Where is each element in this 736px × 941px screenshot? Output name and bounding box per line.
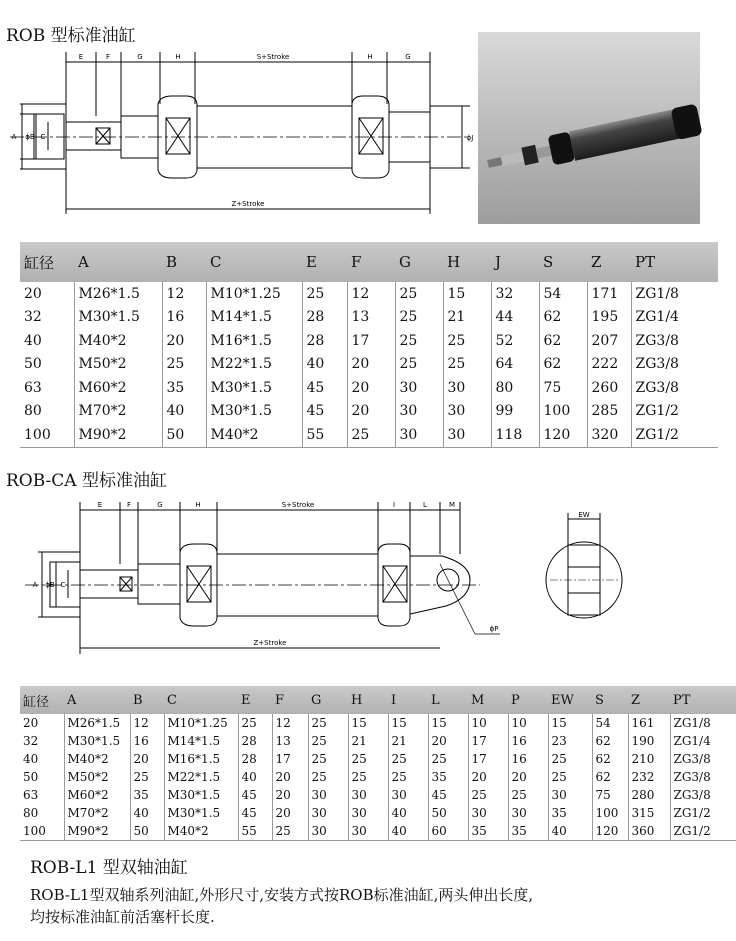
table-cell: 28 [302,306,347,330]
table-cell: 28 [238,732,272,750]
dim2-l-label: L [423,501,427,509]
table-header-cell: 缸径 [20,686,64,714]
table-cell: 171 [587,282,631,306]
table-header-cell: Z [628,686,670,714]
table-cell: 80 [491,376,539,400]
table-cell: 20 [428,732,468,750]
table-cell: 40 [162,400,206,424]
table-cell: 25 [308,750,348,768]
table-cell: 25 [395,329,443,353]
table-row [20,306,718,330]
table-header-cell: G [395,242,443,282]
table-cell: 45 [428,786,468,804]
table-cell: 62 [592,750,628,768]
table-cell: 30 [348,786,388,804]
table-cell: 60 [428,822,468,841]
table-cell: 54 [539,282,587,306]
table-cell: 45 [238,786,272,804]
table-row [20,400,718,424]
table-cell: 55 [302,423,347,447]
table-cell: 62 [539,353,587,377]
dim2-ew-label: EW [578,511,590,519]
table-header-cell: P [508,686,548,714]
table-cell: 260 [587,376,631,400]
table-row [20,282,718,306]
table-cell: M10*1.25 [164,714,238,732]
table-cell: 15 [548,714,592,732]
table-header-cell: A [74,242,162,282]
table-cell: M16*1.5 [164,750,238,768]
table-cell: 30 [308,786,348,804]
table-cell: 30 [443,400,491,424]
table-cell: M30*1.5 [206,400,302,424]
table-cell: 280 [628,786,670,804]
table-header-cell: G [308,686,348,714]
table-cell: M14*1.5 [206,306,302,330]
table-cell: 50 [24,356,42,373]
table-header-cell: 缸径 [20,242,74,282]
table-cell: 25 [238,714,272,732]
table-header-cell: H [348,686,388,714]
table-cell: M90*2 [74,423,162,447]
table-cell: 161 [628,714,670,732]
dim-b-label: ϕB [25,133,35,141]
table-cell: 35 [508,822,548,841]
table-row [20,768,736,786]
table-cell: 25 [308,768,348,786]
table-cell: 16 [508,750,548,768]
table-cell: ZG3/8 [670,786,736,804]
table-cell: 32 [23,734,39,748]
table-cell: 50 [23,770,39,784]
table-cell: 21 [348,732,388,750]
dim2-p-label: ϕP [489,625,499,633]
table-cell: ZG3/8 [631,353,718,377]
table-cell: 100 [592,804,628,822]
table-cell: 20 [347,353,395,377]
table-row [20,423,718,447]
table-cell: ZG3/8 [670,750,736,768]
table-row [20,732,736,750]
table-cell: 50 [428,804,468,822]
table-cell: M50*2 [74,353,162,377]
dim-g-label: G [137,53,143,61]
dim2-stroke-label: S+Stroke [281,501,315,509]
table-cell: 25 [548,768,592,786]
rob-ca-spec-table [20,686,736,841]
table-cell: ZG3/8 [670,768,736,786]
dim-stroke-label: S+Stroke [256,53,290,61]
table-cell: 40 [548,822,592,841]
dim2-f-label: F [126,501,132,509]
table-cell: 17 [468,750,508,768]
table-cell: 62 [592,732,628,750]
table-header-cell: H [443,242,491,282]
table-cell: 25 [130,768,164,786]
table-cell: 30 [395,423,443,447]
dim-f-label: F [105,53,111,61]
table-cell: 13 [347,306,395,330]
table-header-cell: J [491,242,539,282]
table-header-cell: E [238,686,272,714]
table-cell: 99 [491,400,539,424]
table-cell: 30 [443,423,491,447]
table-cell: 25 [508,786,548,804]
table-cell: M26*1.5 [74,282,162,306]
table-cell: 25 [468,786,508,804]
dim2-g-label: G [157,501,163,509]
table-cell: M30*1.5 [74,306,162,330]
table-cell: M30*1.5 [64,732,130,750]
table-cell: 16 [162,306,206,330]
table-header-cell: A [64,686,130,714]
dim2-b-label: ϕB [45,581,55,589]
table-cell: 64 [491,353,539,377]
table-header-cell: EW [548,686,592,714]
rob-l1-desc-line2: 均按标准油缸前活塞杆长度. [30,908,215,926]
table-cell: 30 [395,376,443,400]
table-cell: ZG1/2 [631,423,718,447]
dim-e-label: E [78,53,84,61]
table-cell: 25 [428,750,468,768]
table-cell: ZG1/2 [670,822,736,841]
table-row [20,714,736,732]
table-cell: 25 [395,282,443,306]
table-cell: M70*2 [74,400,162,424]
table-cell: 25 [443,329,491,353]
table-cell: ZG3/8 [631,329,718,353]
table-cell: 40 [388,804,428,822]
table-cell: 75 [539,376,587,400]
table-row [20,804,736,822]
rob-spec-table [20,242,718,448]
table-cell: 232 [628,768,670,786]
table-cell: 35 [468,822,508,841]
table-cell: 25 [302,282,347,306]
table-cell: M40*2 [74,329,162,353]
table-cell: M40*2 [64,750,130,768]
table-cell: 20 [272,768,308,786]
dim-a-label: A [11,133,17,141]
table-cell: ZG1/4 [631,306,718,330]
table-header-cell: B [162,242,206,282]
table-cell: 15 [388,714,428,732]
table-cell: 62 [592,768,628,786]
rob-ca-section-title: ROB-CA 型标准油缸 [6,471,167,491]
table-cell: 20 [130,750,164,768]
table-cell: 100 [20,822,64,841]
table-header-cell: S [592,686,628,714]
dim2-h-label: H [195,501,201,509]
dim2-z-label: Z+Stroke [253,639,287,647]
table-cell: 62 [539,306,587,330]
table-cell: 21 [388,732,428,750]
table-cell: 40 [238,768,272,786]
table-cell: ZG1/2 [631,400,718,424]
table-cell: 25 [388,750,428,768]
table-cell: M22*1.5 [164,768,238,786]
table-cell: 30 [395,400,443,424]
table-cell: 100 [20,423,74,447]
table-cell: 20 [272,804,308,822]
table-cell: 190 [628,732,670,750]
table-cell: 16 [130,732,164,750]
table-cell: 20 [272,786,308,804]
table-cell: M30*1.5 [164,786,238,804]
table-header-cell: B [130,686,164,714]
table-header-cell: C [164,686,238,714]
table-cell: M40*2 [206,423,302,447]
table-header-cell: S [539,242,587,282]
table-cell: 195 [587,306,631,330]
rob-section-title: ROB 型标准油缸 [6,26,136,46]
table-cell: 54 [592,714,628,732]
table-cell: 120 [539,423,587,447]
table-cell: M40*2 [164,822,238,841]
table-cell: 30 [348,822,388,841]
table-cell: 25 [388,768,428,786]
table-cell: M26*1.5 [64,714,130,732]
table-cell: 40 [130,804,164,822]
table-cell: 25 [443,353,491,377]
table-cell: 25 [395,353,443,377]
dim-g2-label: G [405,53,411,61]
table-cell: 63 [24,379,42,396]
table-cell: ZG3/8 [631,376,718,400]
table-cell: 45 [302,376,347,400]
table-row [20,329,718,353]
table-cell: 100 [539,400,587,424]
table-cell: 50 [130,822,164,841]
table-header-cell: PT [670,686,736,714]
dim-h-label: H [175,53,181,61]
table-cell: ZG1/2 [670,804,736,822]
rob-ca-cylinder-drawing [0,494,520,664]
table-cell: 20 [508,768,548,786]
table-row [20,786,736,804]
table-header-cell: F [347,242,395,282]
table-cell: 30 [468,804,508,822]
table-row [20,353,718,377]
table-cell: 75 [592,786,628,804]
table-cell: 12 [347,282,395,306]
rob-ca-end-view [540,505,640,625]
table-cell: 25 [308,732,348,750]
table-header-cell: C [206,242,302,282]
table-cell: 10 [468,714,508,732]
table-cell: ZG1/8 [631,282,718,306]
table-cell: 21 [443,306,491,330]
rob-l1-desc-line1: ROB-L1型双轴系列油缸,外形尺寸,安装方式按ROB标准油缸,两头伸出长度, [30,886,534,904]
table-cell: 30 [388,786,428,804]
table-cell: 15 [428,714,468,732]
table-cell: 12 [272,714,308,732]
table-cell: 80 [24,403,42,420]
table-cell: 30 [443,376,491,400]
dim2-i-label: I [392,501,396,509]
table-cell: 360 [628,822,670,841]
table-cell: M22*1.5 [206,353,302,377]
dim-c-label: C [40,133,46,141]
table-cell: 10 [508,714,548,732]
table-header-cell: F [272,686,308,714]
table-cell: 25 [162,353,206,377]
table-cell: 30 [548,786,592,804]
table-cell: M30*1.5 [206,376,302,400]
table-header-cell: I [388,686,428,714]
table-cell: M70*2 [64,804,130,822]
table-cell: 35 [548,804,592,822]
table-cell: 285 [587,400,631,424]
table-cell: 23 [548,732,592,750]
table-cell: 28 [238,750,272,768]
table-cell: 50 [162,423,206,447]
rob-cylinder-drawing [0,44,480,224]
table-cell: M50*2 [64,768,130,786]
table-cell: 118 [491,423,539,447]
table-cell: M16*1.5 [206,329,302,353]
table-row [20,376,718,400]
table-cell: 28 [302,329,347,353]
table-cell: 40 [388,822,428,841]
table-cell: 30 [348,804,388,822]
table-cell: 35 [130,786,164,804]
table-cell: M10*1.25 [206,282,302,306]
table-cell: 20 [347,376,395,400]
table-cell: 80 [23,806,39,820]
cylinder-product-photo [478,32,700,224]
table-cell: 16 [508,732,548,750]
table-header-cell: M [468,686,508,714]
table-cell: 13 [272,732,308,750]
table-cell: 17 [347,329,395,353]
table-cell: 62 [539,329,587,353]
table-cell: 25 [348,750,388,768]
table-cell: 12 [130,714,164,732]
table-cell: 25 [348,768,388,786]
table-cell: 20 [347,400,395,424]
table-cell: 17 [468,732,508,750]
table-cell: 52 [491,329,539,353]
dim-j-label: ϕJ [466,134,474,142]
table-cell: 40 [302,353,347,377]
table-cell: 55 [238,822,272,841]
table-cell: 45 [238,804,272,822]
table-cell: 207 [587,329,631,353]
dim-h2-label: H [367,53,373,61]
dim2-m-label: M [448,501,456,509]
table-cell: 32 [24,309,42,326]
table-cell: 45 [302,400,347,424]
table-cell: M60*2 [74,376,162,400]
table-cell: 63 [23,788,39,802]
table-cell: 20 [24,285,42,302]
table-header-cell: Z [587,242,631,282]
table-cell: M30*1.5 [164,804,238,822]
table-cell: 30 [308,804,348,822]
table-cell: 15 [348,714,388,732]
table-cell: 32 [491,282,539,306]
table-cell: 40 [23,752,39,766]
table-cell: 20 [162,329,206,353]
table-cell: 25 [347,423,395,447]
table-cell: 315 [628,804,670,822]
table-cell: 25 [395,306,443,330]
rob-l1-section-title: ROB-L1 型双轴油缸 [30,858,188,878]
table-cell: 30 [308,822,348,841]
dim2-e-label: E [97,501,103,509]
dim2-a-label: A [32,581,38,589]
table-row [20,750,736,768]
table-cell: 44 [491,306,539,330]
table-cell: 20 [23,716,39,730]
table-cell: ZG1/4 [670,732,736,750]
table-header-cell: L [428,686,468,714]
table-row [20,822,736,841]
rob-l1-description [30,884,533,928]
dim-z-label: Z+Stroke [231,200,265,208]
table-cell: 25 [308,714,348,732]
table-cell: 30 [508,804,548,822]
table-cell: M14*1.5 [164,732,238,750]
table-cell: 210 [628,750,670,768]
table-cell: 35 [428,768,468,786]
table-cell: 320 [587,423,631,447]
dim2-c-label: C [60,581,66,589]
table-cell: 25 [548,750,592,768]
table-cell: M60*2 [64,786,130,804]
table-cell: 25 [272,822,308,841]
table-cell: M90*2 [64,822,130,841]
table-cell: ZG1/8 [670,714,736,732]
table-cell: 120 [592,822,628,841]
table-header-cell: E [302,242,347,282]
table-cell: 17 [272,750,308,768]
table-cell: 15 [443,282,491,306]
table-cell: 40 [24,332,42,349]
table-cell: 20 [468,768,508,786]
table-cell: 222 [587,353,631,377]
table-header-cell: PT [631,242,718,282]
table-cell: 35 [162,376,206,400]
table-cell: 12 [162,282,206,306]
